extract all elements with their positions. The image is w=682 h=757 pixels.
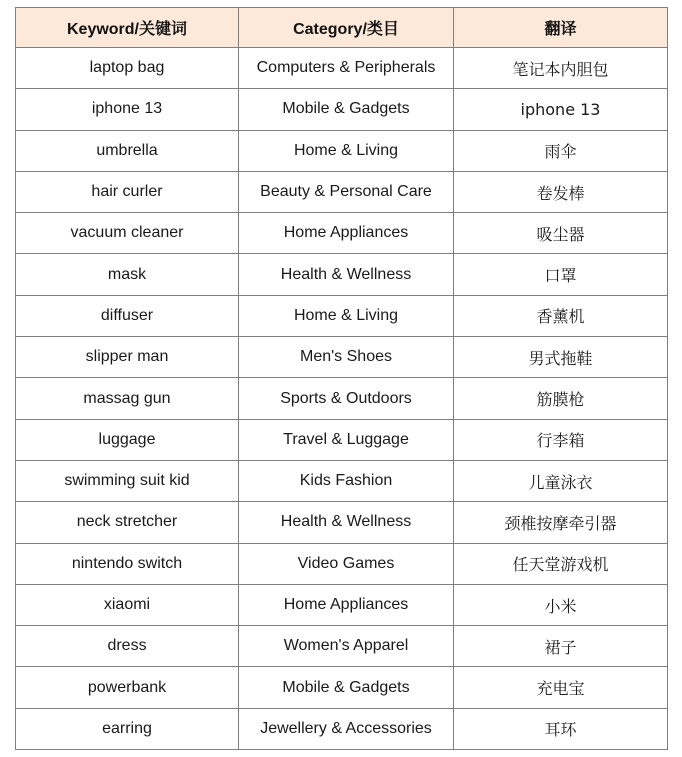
table-row [16, 295, 668, 336]
cell-keyword: swimming suit kid [16, 460, 239, 501]
cell-translation: 充电宝 [454, 667, 668, 708]
header-category: Category/类目 [239, 8, 454, 48]
table-row [16, 213, 668, 254]
cell-translation: 吸尘器 [454, 213, 668, 254]
cell-category: Video Games [239, 543, 454, 584]
cell-translation: 耳环 [454, 708, 668, 749]
cell-translation: 颈椎按摩牵引器 [454, 502, 668, 543]
cell-translation: 口罩 [454, 254, 668, 295]
cell-category: Home & Living [239, 130, 454, 171]
table-row [16, 378, 668, 419]
cell-translation: 小米 [454, 584, 668, 625]
cell-translation: 筋膜枪 [454, 378, 668, 419]
table-row [16, 48, 668, 89]
cell-keyword: dress [16, 626, 239, 667]
table-row [16, 419, 668, 460]
table-header-row [16, 8, 668, 48]
cell-category: Women's Apparel [239, 626, 454, 667]
cell-category: Home & Living [239, 295, 454, 336]
table-row [16, 460, 668, 501]
cell-category: Men's Shoes [239, 337, 454, 378]
cell-translation: iphone 13 [454, 89, 668, 130]
cell-translation: 笔记本内胆包 [454, 48, 668, 89]
table-row [16, 502, 668, 543]
cell-category: Computers & Peripherals [239, 48, 454, 89]
cell-category: Jewellery & Accessories [239, 708, 454, 749]
cell-translation: 儿童泳衣 [454, 460, 668, 501]
cell-category: Mobile & Gadgets [239, 89, 454, 130]
header-translation: 翻译 [454, 8, 668, 48]
table-row [16, 130, 668, 171]
cell-keyword: xiaomi [16, 584, 239, 625]
cell-keyword: earring [16, 708, 239, 749]
cell-keyword: mask [16, 254, 239, 295]
cell-keyword: vacuum cleaner [16, 213, 239, 254]
table-row [16, 708, 668, 749]
cell-category: Travel & Luggage [239, 419, 454, 460]
cell-translation: 男式拖鞋 [454, 337, 668, 378]
cell-keyword: powerbank [16, 667, 239, 708]
cell-translation: 行李箱 [454, 419, 668, 460]
cell-keyword: luggage [16, 419, 239, 460]
table-row [16, 584, 668, 625]
cell-category: Sports & Outdoors [239, 378, 454, 419]
cell-keyword: iphone 13 [16, 89, 239, 130]
table-body [16, 48, 668, 750]
cell-category: Kids Fashion [239, 460, 454, 501]
cell-translation: 任天堂游戏机 [454, 543, 668, 584]
table-row [16, 626, 668, 667]
cell-keyword: massag gun [16, 378, 239, 419]
cell-category: Health & Wellness [239, 254, 454, 295]
table-row [16, 254, 668, 295]
table-row [16, 543, 668, 584]
keyword-table-container [15, 7, 668, 750]
cell-translation: 裙子 [454, 626, 668, 667]
table-row [16, 171, 668, 212]
cell-keyword: nintendo switch [16, 543, 239, 584]
table-row [16, 89, 668, 130]
table-row [16, 667, 668, 708]
cell-keyword: diffuser [16, 295, 239, 336]
keyword-category-table [15, 7, 668, 750]
cell-keyword: neck stretcher [16, 502, 239, 543]
cell-category: Home Appliances [239, 213, 454, 254]
table-row [16, 337, 668, 378]
cell-translation: 卷发棒 [454, 171, 668, 212]
cell-translation: 雨伞 [454, 130, 668, 171]
cell-category: Health & Wellness [239, 502, 454, 543]
cell-category: Mobile & Gadgets [239, 667, 454, 708]
cell-keyword: umbrella [16, 130, 239, 171]
cell-keyword: slipper man [16, 337, 239, 378]
cell-keyword: laptop bag [16, 48, 239, 89]
header-keyword: Keyword/关键词 [16, 8, 239, 48]
cell-category: Home Appliances [239, 584, 454, 625]
cell-translation: 香薰机 [454, 295, 668, 336]
cell-keyword: hair curler [16, 171, 239, 212]
cell-category: Beauty & Personal Care [239, 171, 454, 212]
